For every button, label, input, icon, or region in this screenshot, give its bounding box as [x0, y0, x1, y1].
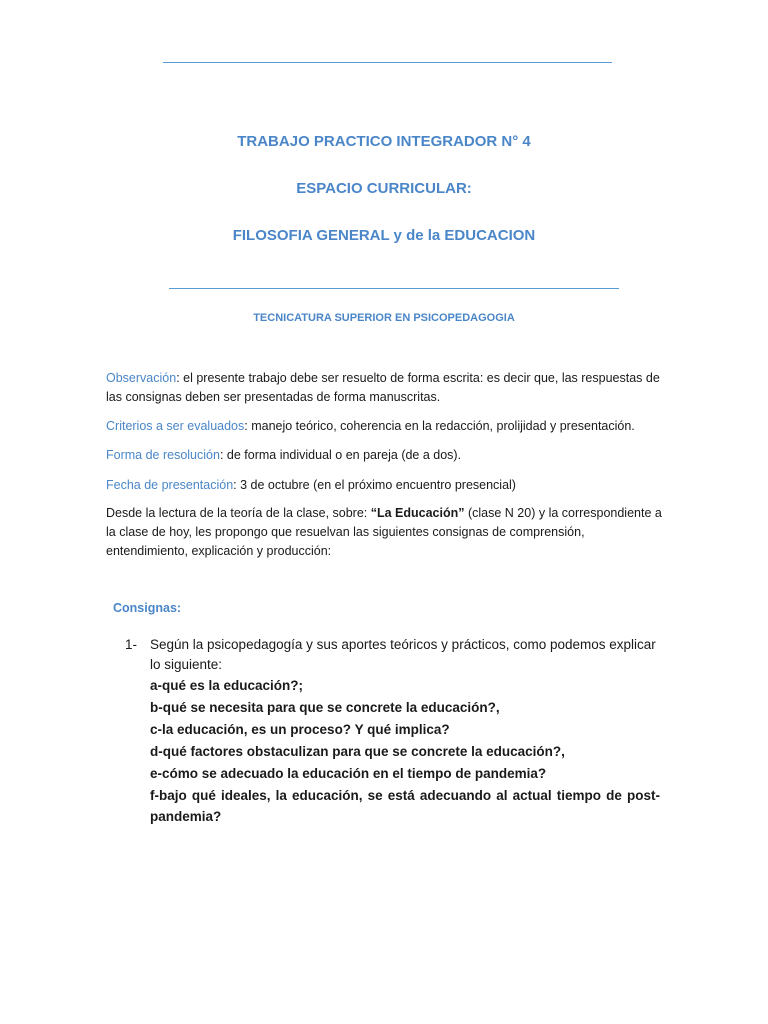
sub-question-d: d-qué factores obstaculizan para que se concrete la educación?, — [150, 744, 565, 759]
subject-heading: FILOSOFIA GENERAL y de la EDUCACION — [232, 227, 536, 244]
sub-question-c: c-la educación, es un proceso? Y qué implica? — [150, 722, 450, 737]
resolution-text: : de forma individual o en pareja (de a dos). — [219, 448, 462, 462]
question-text: Según la psicopedagogía y sus aportes teóricos y prácticos, como podemos explicar lo siguiente: — [150, 637, 656, 672]
criteria-paragraph — [106, 417, 666, 436]
observation-paragraph — [106, 369, 666, 407]
instructions-paragraph — [106, 504, 666, 561]
middle-divider — [169, 288, 619, 289]
date-label: Fecha de presentación — [106, 478, 234, 492]
sub-question-b: b-qué se necesita para que se concrete la educación?, — [150, 700, 500, 715]
document-title: TRABAJO PRACTICO INTEGRADOR N° 4 — [237, 133, 531, 150]
program-heading: TECNICATURA SUPERIOR EN PSICOPEDAGOGIA — [253, 312, 515, 324]
consignas-heading: Consignas: — [113, 601, 182, 615]
resolution-paragraph — [106, 446, 666, 465]
date-paragraph — [106, 476, 666, 495]
criteria-label: Criterios a ser evaluados — [106, 419, 245, 433]
sub-question-e: e-cómo se adecuado la educación en el tiempo de pandemia? — [150, 766, 547, 781]
instructions-text-end: (clase N 20) y la correspondiente a la clase de hoy, les propongo que resuelvan las siguientes consignas de comprensión, entendimiento, explicación y producción: — [106, 506, 662, 558]
instructions-text-start: Desde la lectura de la teoría de la clase, sobre: — [106, 506, 371, 520]
question-number: 1- — [125, 637, 138, 652]
sub-question-f: f-bajo qué ideales, la educación, se está adecuando al actual tiempo de post-pandemia? — [150, 788, 660, 824]
top-divider — [163, 62, 612, 63]
class-topic: “La Educación” — [370, 506, 465, 520]
date-text: : 3 de octubre (en el próximo encuentro presencial) — [233, 478, 516, 492]
resolution-label: Forma de resolución — [106, 448, 220, 462]
curricular-space-heading: ESPACIO CURRICULAR: — [296, 180, 472, 197]
observation-label: Observación — [106, 371, 177, 385]
criteria-text: : manejo teórico, coherencia en la redacción, prolijidad y presentación. — [244, 419, 635, 433]
observation-text: : el presente trabajo debe ser resuelto de forma escrita: es decir que, las respuestas de las consignas deben ser presentadas de forma manuscritas. — [106, 371, 660, 404]
sub-question-a: a-qué es la educación?; — [150, 678, 304, 693]
